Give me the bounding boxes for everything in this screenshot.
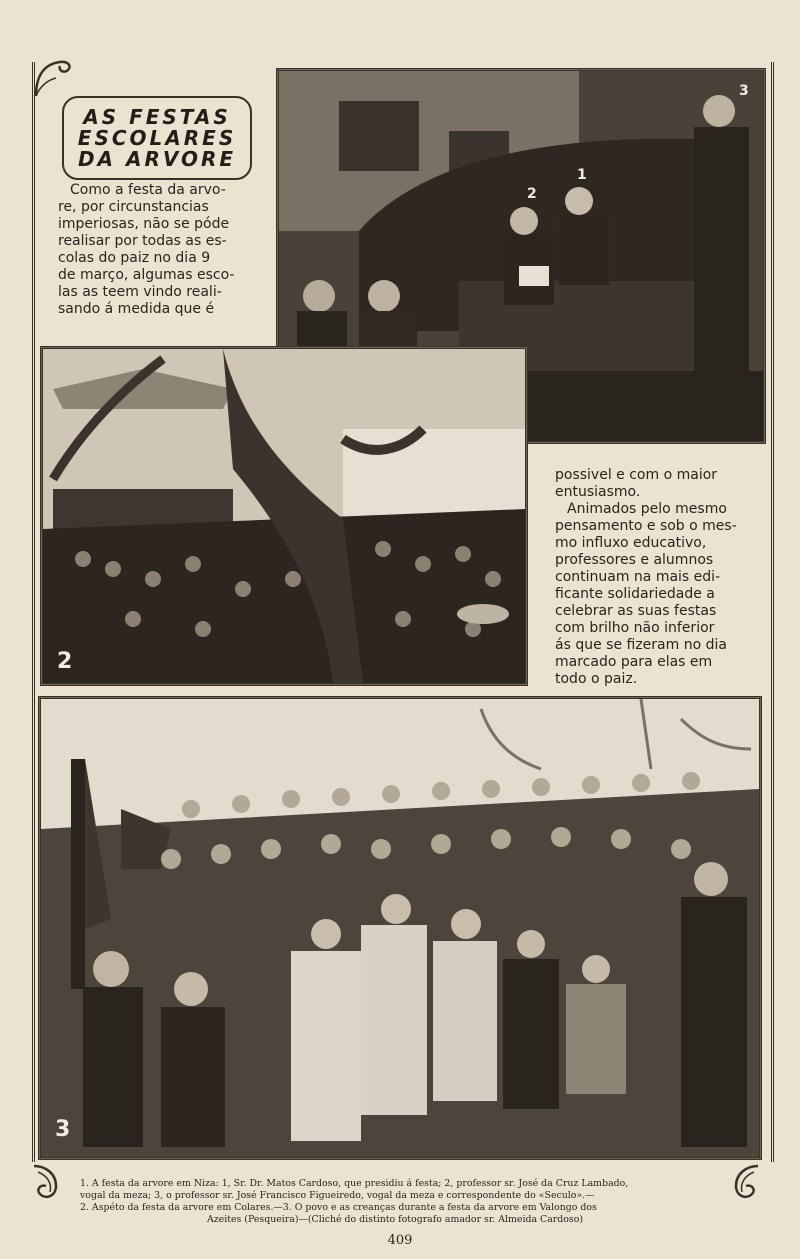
article-paragraph-1 (58, 182, 258, 318)
text-line: ás que se fizeram no dia (555, 637, 727, 653)
text-line: sando á medida que é (58, 301, 215, 317)
photo-colares-image (43, 349, 525, 683)
caption-line: 2. Aspéto da festa da arvore em Colares.—3. O povo e as creanças durante a festa da arvore em Valongo dos (80, 1202, 597, 1213)
text-line: Animados pelo mesmo (567, 501, 727, 517)
page-number: 409 (387, 1233, 413, 1248)
text-line: pensamento e sob o mes- (555, 518, 737, 534)
photo-1-label-person-1: 1 (577, 167, 587, 183)
text-line: mo influxo educativo, (555, 535, 707, 551)
bottom-left-ornament (30, 1160, 74, 1204)
text-line: re, por circunstancias (58, 199, 209, 215)
title-line-1: AS FESTAS (83, 104, 231, 129)
text-line: realisar por todas as es- (58, 233, 227, 249)
photo-colares-festa (40, 346, 528, 686)
text-line: possivel e com o maior (555, 467, 718, 483)
photo-valongo-image (41, 699, 759, 1157)
caption-line: 1. A festa da arvore em Niza: 1, Sr. Dr. Matos Cardoso, que presidiu á festa; 2, professor sr. José da Cruz Lambado, (80, 1178, 629, 1189)
photo-1-label-person-2: 2 (527, 186, 537, 202)
title-line-2: ESCOLARES (77, 125, 237, 150)
text-line: com brilho não inferior (555, 620, 715, 636)
photo-2-label: 2 (57, 649, 73, 674)
text-line: imperiosas, não se póde (58, 216, 230, 232)
text-line: todo o paiz. (555, 671, 638, 687)
text-line: ficante solidariedade a (555, 586, 715, 602)
photo-caption (80, 1178, 710, 1226)
text-line: marcado para elas em (555, 654, 713, 670)
caption-line: Azeites (Pesqueira)—(Cliché do distinto fotografo amador sr. Almeida Cardoso) (206, 1214, 584, 1225)
text-line: continuam na mais edi- (555, 569, 721, 585)
text-line: de março, algumas esco- (58, 267, 235, 283)
photo-3-label: 3 (55, 1117, 71, 1142)
photo-valongo-festa (38, 696, 762, 1160)
text-line: professores e alumnos (555, 552, 714, 568)
bottom-right-ornament (718, 1160, 762, 1204)
article-title-box (62, 96, 252, 180)
text-line: celebrar as suas festas (555, 603, 717, 619)
text-line: Como a festa da arvo- (70, 182, 226, 198)
article-paragraph-2 (555, 467, 745, 688)
text-line: colas do paiz no dia 9 (58, 250, 211, 266)
top-left-ornament (30, 56, 74, 100)
title-line-3: DA ARVORE (77, 146, 237, 171)
caption-line: vogal da meza; 3, o professor sr. José Francisco Figueiredo, vogal da meza e correspondente do «Seculo».— (80, 1190, 595, 1201)
text-line: entusiasmo. (555, 484, 641, 500)
text-line: las as teem vindo reali- (58, 284, 222, 300)
photo-1-label-person-3: 3 (739, 83, 749, 99)
